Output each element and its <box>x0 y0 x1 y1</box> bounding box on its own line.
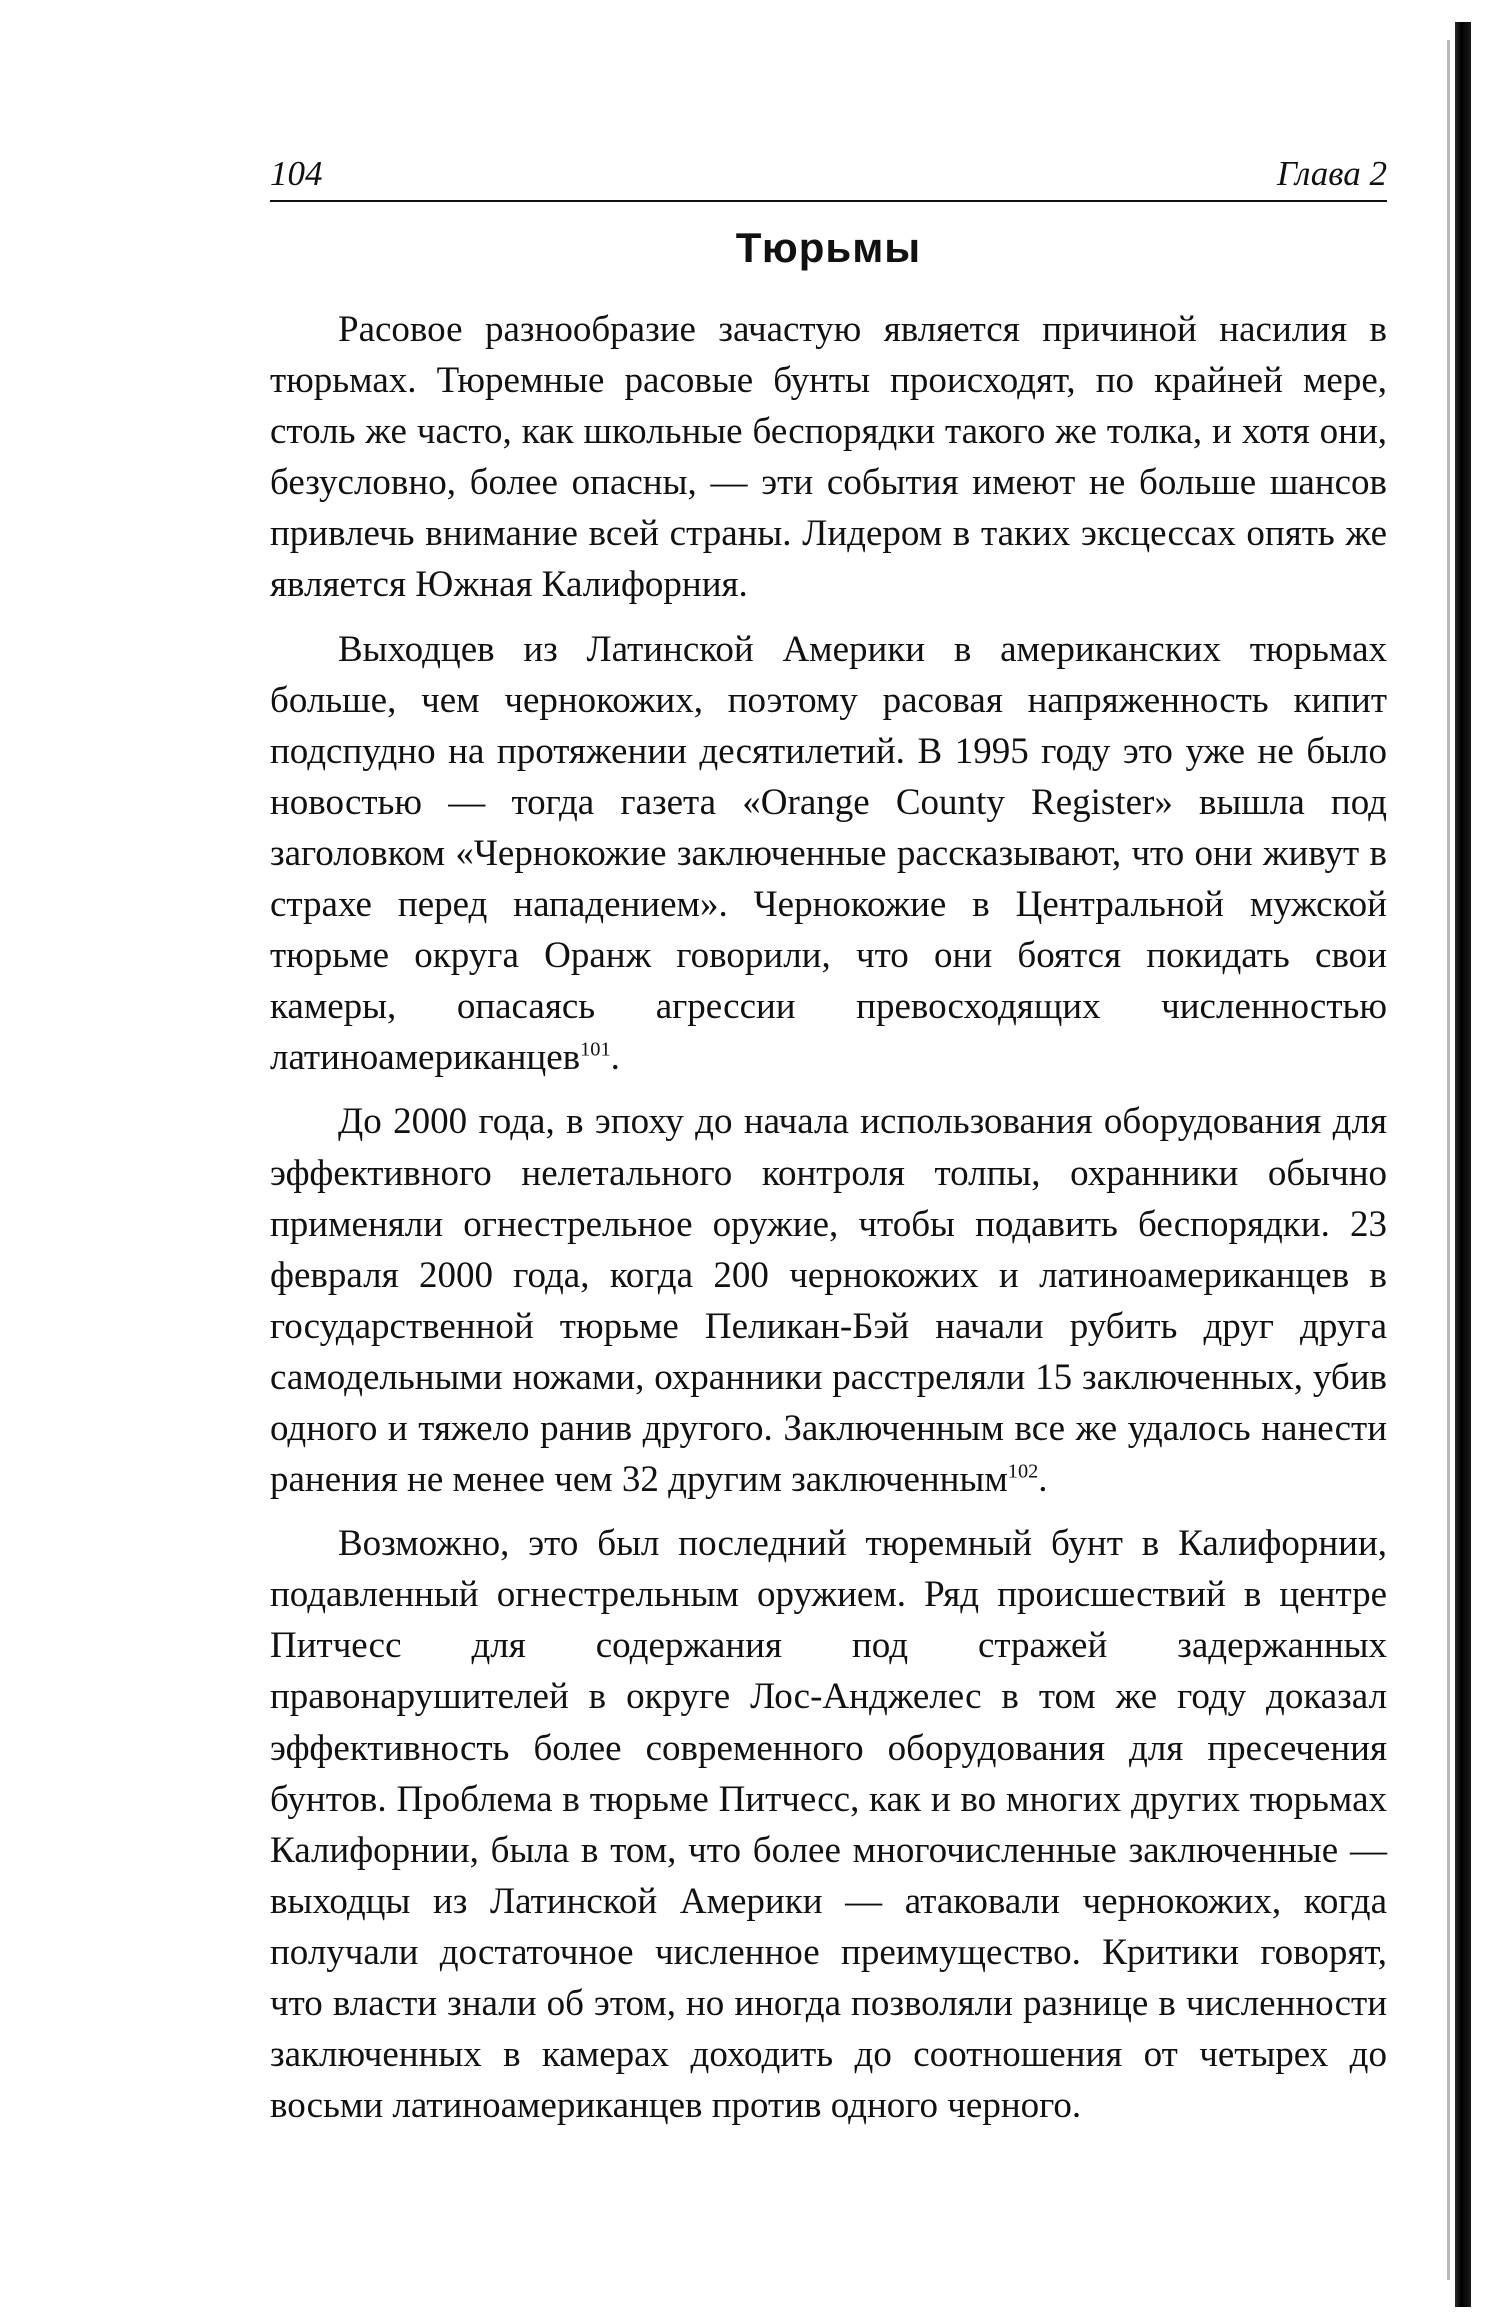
paragraph-3-text: До 2000 года, в эпоху до начала использования оборудования для эффективного нелетального контроля толпы, охранники обычно применяли огнестрельное оружие, чтобы подавить беспорядки. 23 февраля 2000 года, когда 200 чернокожих и латиноамериканцев в государственной тюрьме Пеликан-Бэй начали рубить друг друга самодельными ножами, охранники расстреляли 15 заключенных, убив одного и тяжело ранив другого. Заключенным все же удалось нанести ранения не менее чем 32 другим заключенным <box>270 1101 1387 1501</box>
book-page <box>270 150 1387 2144</box>
paragraph-1 <box>270 304 1387 611</box>
footnote-ref-101[interactable]: 101 <box>580 1038 611 1061</box>
paragraph-3 <box>270 1096 1387 1505</box>
page-number: 104 <box>270 154 323 193</box>
paragraph-4 <box>270 1518 1387 2131</box>
paragraph-2-text: Выходцев из Латинской Америки в американских тюрьмах больше, чем чернокожих, поэтому расовая напряженность кипит подспудно на протяжении десятилетий. В 1995 году это уже не было новостью — тогда газета «Orange County Register» вышла под заголовком «Чернокожие заключенные рассказывают, что они живут в страхе перед нападением». Чернокожие в Центральной мужской тюрьме округа Оранж говорили, что они боятся покидать свои камеры, опасаясь агрессии превосходящих численностью латиноамериканцев <box>270 628 1387 1079</box>
running-header <box>270 150 1387 202</box>
scan-edge-shadow <box>1455 22 1471 2307</box>
section-title: Тюрьмы <box>735 224 922 271</box>
paragraph-2-tail: . <box>610 1037 620 1079</box>
paragraph-2 <box>270 624 1387 1084</box>
footnote-ref-102[interactable]: 102 <box>1007 1460 1039 1483</box>
paragraph-3-tail: . <box>1038 1459 1048 1501</box>
paragraph-1-text: Расовое разнообразие зачастую является причиной насилия в тюрьмах. Тюремные расовые бунты происходят, по крайней мере, столь же часто, как школьные беспорядки такого же толка, и хотя они, безусловно, более опасны, — эти события имеют не больше шансов привлечь внимание всей страны. Лидером в таких эксцессах опять же является Южная Калифорния. <box>270 309 1387 606</box>
body-text <box>270 304 1387 2131</box>
scan-edge-line <box>1447 40 1450 2280</box>
chapter-label: Глава 2 <box>1277 154 1387 193</box>
paragraph-4-text: Возможно, это был последний тюремный бунт в Калифорнии, подавленный огнестрельным оружием. Ряд происшествий в центре Питчесс для содержания под стражей задержанных правонарушителей в округе Лос-Анджелес в том же году доказал эффективность более современного оборудования для пресечения бунтов. Проблема в тюрьме Питчесс, как и во многих других тюрьмах Калифорнии, была в том, что более многочисленные заключенные — выходцы из Латинской Америки — атаковали чернокожих, когда получали достаточное численное преимущество. Критики говорят, что власти знали об этом, но иногда позволяли разнице в численности заключенных в камерах доходить до соотношения от четырех до восьми латиноамериканцев против одного черного. <box>270 1523 1387 2127</box>
